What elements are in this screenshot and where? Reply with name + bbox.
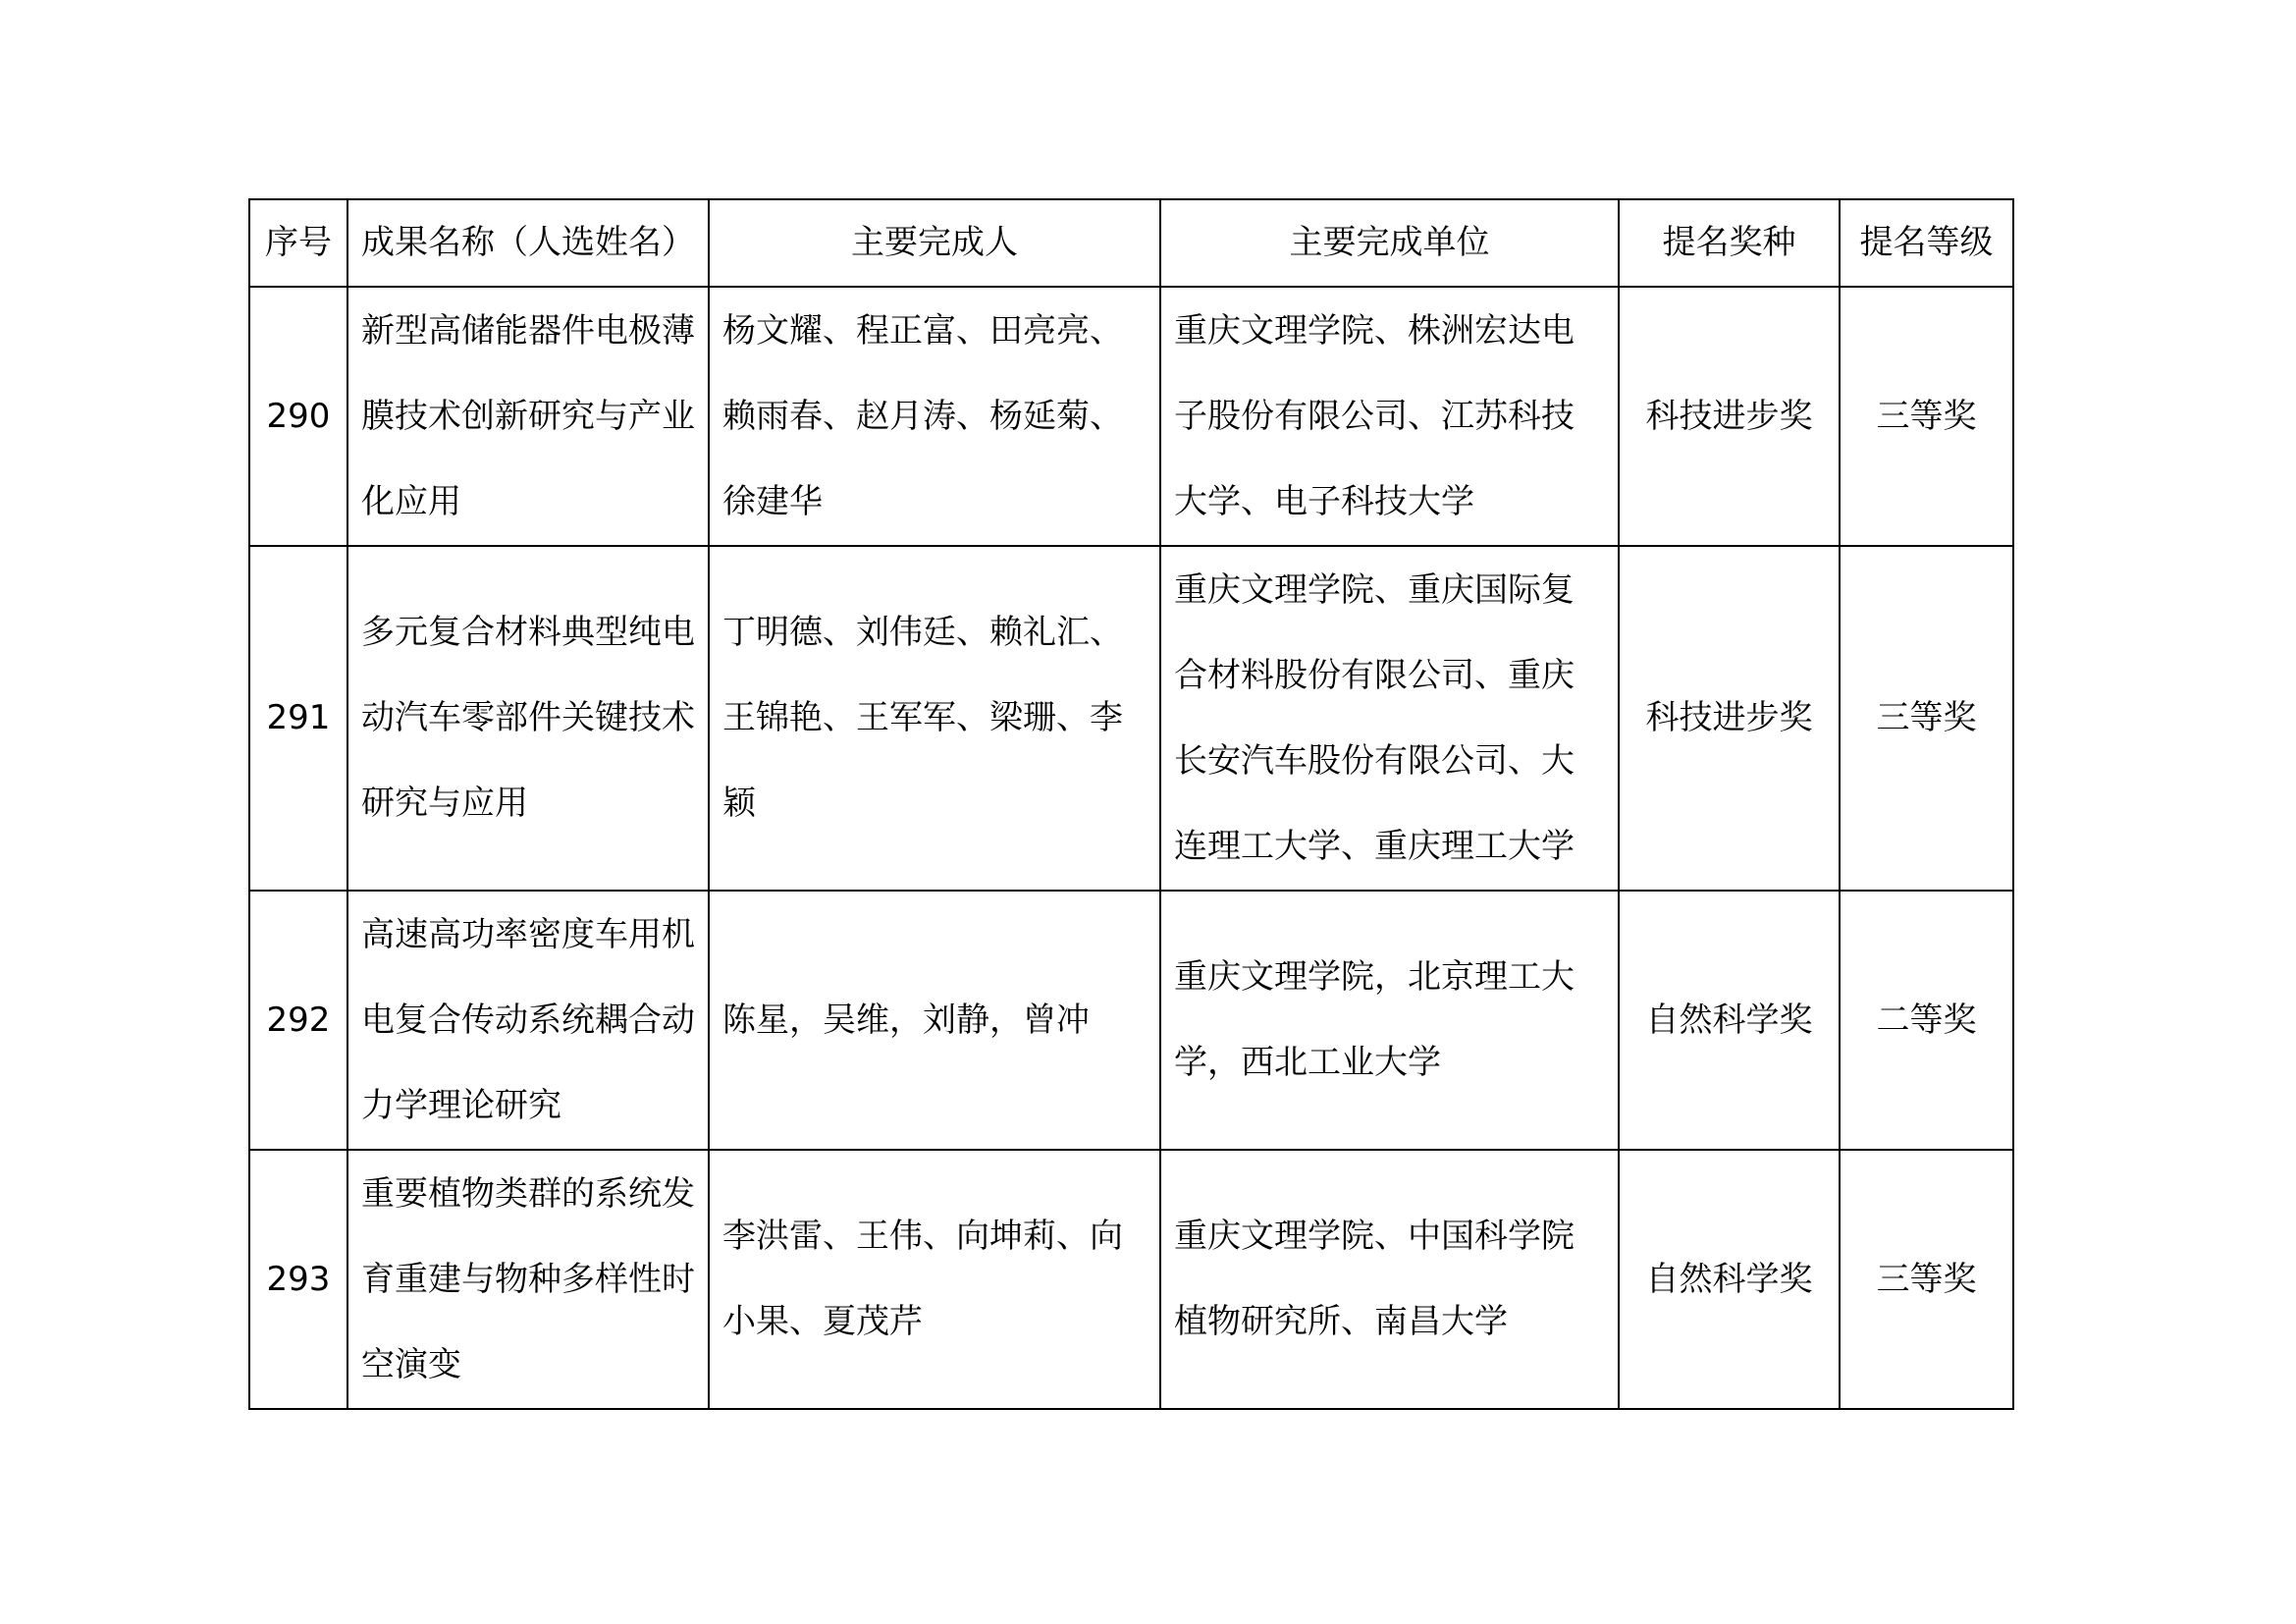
table-row <box>249 287 2013 546</box>
cell-award-type: 科技进步奖 <box>1619 287 1840 546</box>
header-achievement-name: 成果名称（人选姓名） <box>347 199 709 287</box>
cell-main-contributors: 李洪雷、王伟、向坤莉、向小果、夏茂芹 <box>709 1150 1160 1409</box>
cell-main-units: 重庆文理学院、株洲宏达电子股份有限公司、江苏科技大学、电子科技大学 <box>1160 287 1619 546</box>
cell-main-contributors: 丁明德、刘伟廷、赖礼汇、王锦艳、王军军、梁珊、李颖 <box>709 546 1160 891</box>
header-serial-number: 序号 <box>249 199 347 287</box>
table-row <box>249 891 2013 1150</box>
cell-achievement-name: 新型高储能器件电极薄膜技术创新研究与产业化应用 <box>347 287 709 546</box>
table-header-row <box>249 199 2013 287</box>
cell-serial-number: 291 <box>249 546 347 891</box>
header-main-units: 主要完成单位 <box>1160 199 1619 287</box>
table-row <box>249 1150 2013 1409</box>
cell-award-level: 三等奖 <box>1840 1150 2013 1409</box>
cell-serial-number: 290 <box>249 287 347 546</box>
header-main-contributors: 主要完成人 <box>709 199 1160 287</box>
awards-table <box>248 198 2014 1410</box>
table-row <box>249 546 2013 891</box>
cell-award-level: 二等奖 <box>1840 891 2013 1150</box>
cell-main-units: 重庆文理学院、中国科学院植物研究所、南昌大学 <box>1160 1150 1619 1409</box>
cell-award-level: 三等奖 <box>1840 546 2013 891</box>
cell-main-units: 重庆文理学院，北京理工大学，西北工业大学 <box>1160 891 1619 1150</box>
cell-achievement-name: 高速高功率密度车用机电复合传动系统耦合动力学理论研究 <box>347 891 709 1150</box>
cell-main-units: 重庆文理学院、重庆国际复合材料股份有限公司、重庆长安汽车股份有限公司、大连理工大学、重庆理工大学 <box>1160 546 1619 891</box>
cell-serial-number: 292 <box>249 891 347 1150</box>
cell-award-type: 科技进步奖 <box>1619 546 1840 891</box>
cell-award-level: 三等奖 <box>1840 287 2013 546</box>
header-award-level: 提名等级 <box>1840 199 2013 287</box>
header-award-type: 提名奖种 <box>1619 199 1840 287</box>
cell-main-contributors: 陈星，吴维，刘静，曾冲 <box>709 891 1160 1150</box>
cell-serial-number: 293 <box>249 1150 347 1409</box>
cell-main-contributors: 杨文耀、程正富、田亮亮、赖雨春、赵月涛、杨延菊、徐建华 <box>709 287 1160 546</box>
cell-achievement-name: 多元复合材料典型纯电动汽车零部件关键技术研究与应用 <box>347 546 709 891</box>
cell-award-type: 自然科学奖 <box>1619 1150 1840 1409</box>
cell-award-type: 自然科学奖 <box>1619 891 1840 1150</box>
cell-achievement-name: 重要植物类群的系统发育重建与物种多样性时空演变 <box>347 1150 709 1409</box>
